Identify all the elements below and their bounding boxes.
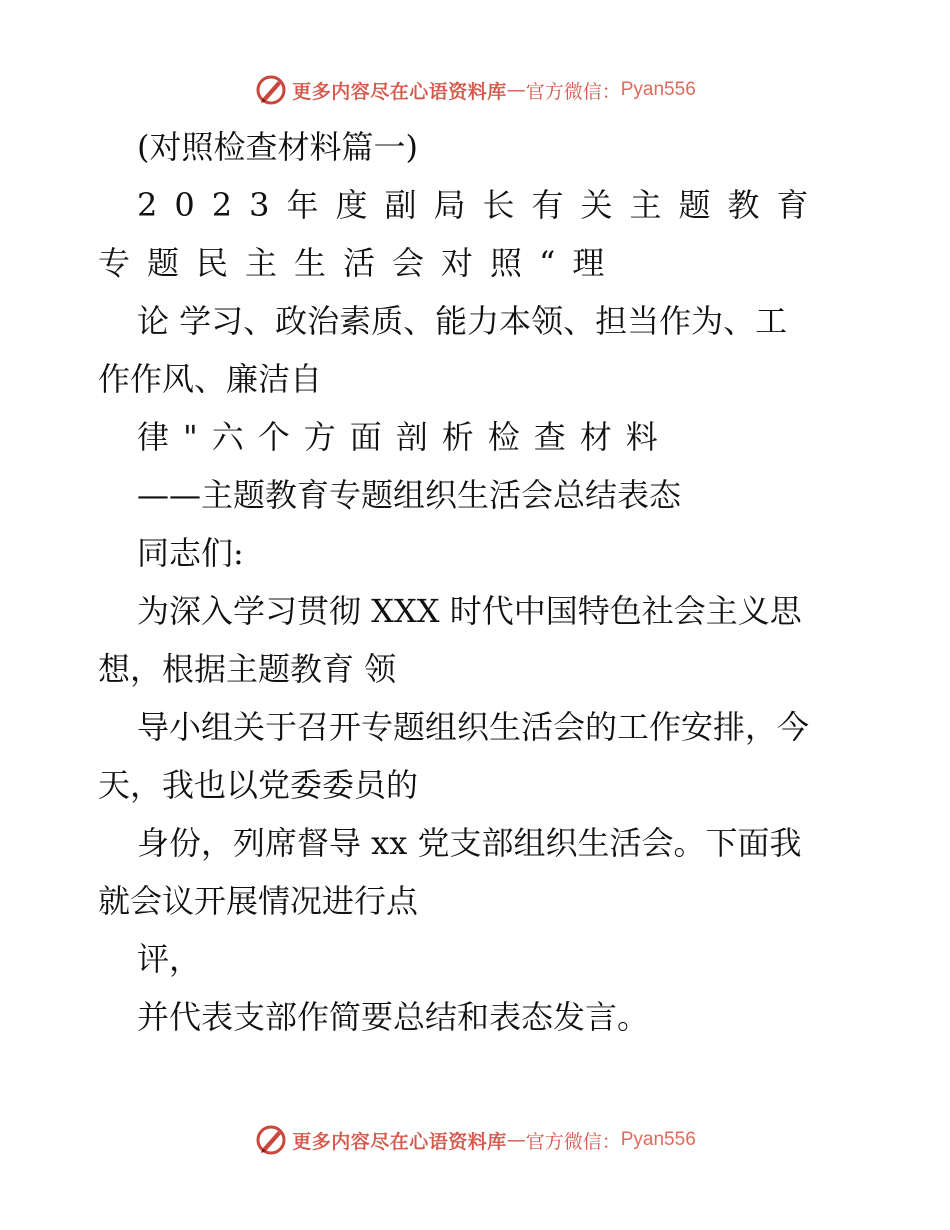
doc-line: 专题民主生活会对照“理 bbox=[98, 244, 622, 282]
doc-line: 想，根据主题教育 领 bbox=[98, 650, 397, 688]
banner-wechat-label: 官方微信： bbox=[525, 80, 621, 103]
doc-line: 导小组关于召开专题组织生活会的工作安排，今 bbox=[137, 708, 810, 746]
banner-brand: 更多内容尽在心语资料库 bbox=[292, 1130, 507, 1153]
doc-line: 2023年度副局长有关主题教育 bbox=[137, 186, 826, 224]
banner-brand: 更多内容尽在心语资料库 bbox=[292, 80, 507, 103]
banner-separator: — bbox=[506, 1129, 526, 1151]
doc-line: 论 学习、政治素质、能力本领、担当作为、工 bbox=[137, 302, 788, 340]
doc-line: 身份，列席督导 xx 党支部组织生活会。下面我 bbox=[137, 824, 802, 862]
doc-line: 律"六个方面剖析检查材料 bbox=[137, 418, 672, 456]
doc-line: ——主题教育专题组织生活会总结表态 bbox=[137, 476, 682, 514]
banner-wechat-id: Pyan556 bbox=[620, 79, 696, 100]
doc-line: 评， bbox=[137, 940, 202, 978]
pen-logo-icon bbox=[254, 73, 288, 107]
doc-line: 同志们: bbox=[137, 534, 244, 572]
banner-separator: — bbox=[506, 79, 526, 101]
doc-line: 作作风、廉洁自 bbox=[98, 360, 323, 398]
doc-line: 就会议开展情况进行点 bbox=[98, 882, 419, 920]
footer-watermark bbox=[0, 1120, 950, 1160]
doc-line: 并代表支部作简要总结和表态发言。 bbox=[137, 998, 650, 1036]
doc-line: (对照检查材料篇一) bbox=[137, 128, 418, 166]
banner-wechat-id: Pyan556 bbox=[620, 1129, 696, 1150]
pen-logo-icon bbox=[254, 1123, 288, 1157]
header-watermark bbox=[0, 70, 950, 110]
doc-line: 天，我也以党委委员的 bbox=[98, 766, 419, 804]
doc-line: 为深入学习贯彻 XXX 时代中国特色社会主义思 bbox=[137, 592, 802, 630]
banner-wechat-label: 官方微信： bbox=[525, 1130, 621, 1153]
